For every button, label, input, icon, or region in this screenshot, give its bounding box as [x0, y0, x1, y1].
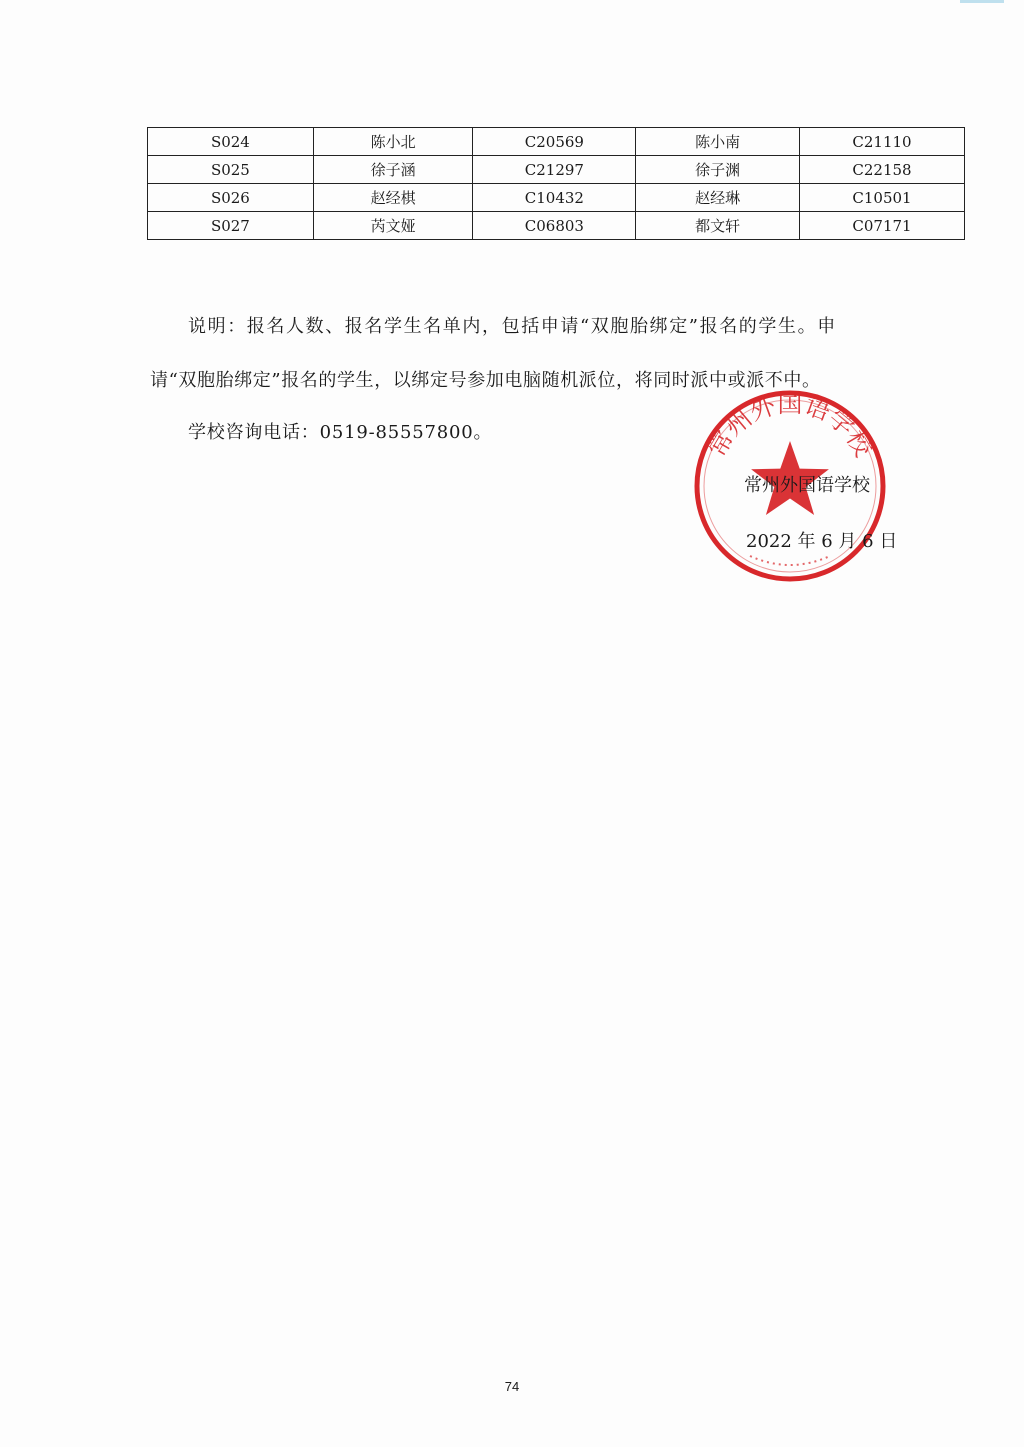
contact-phone: 学校咨询电话：0519-85557800。 — [188, 422, 493, 443]
twin-name-cell: 徐子渊 — [636, 156, 800, 184]
student-name-cell: 陈小北 — [313, 128, 473, 156]
table-row — [148, 128, 965, 156]
student-id-cell: C06803 — [473, 212, 636, 240]
twin-id-cell: C07171 — [799, 212, 964, 240]
table-row — [148, 156, 965, 184]
student-id-cell: C21297 — [473, 156, 636, 184]
scan-edge-mark — [960, 0, 1004, 3]
student-id-cell: C20569 — [473, 128, 636, 156]
table-row — [148, 184, 965, 212]
student-name-cell: 芮文娅 — [313, 212, 473, 240]
seal-bottom-dots — [750, 556, 830, 565]
binding-number-cell: S026 — [148, 184, 314, 212]
binding-number-cell: S025 — [148, 156, 314, 184]
signature-school-name: 常州外国语学校 — [744, 475, 870, 496]
explanation-line-2: 请“双胞胎绑定”报名的学生，以绑定号参加电脑随机派位，将同时派中或派不中。 — [150, 370, 821, 391]
binding-number-cell: S027 — [148, 212, 314, 240]
binding-number-cell: S024 — [148, 128, 314, 156]
twin-name-cell: 都文轩 — [636, 212, 800, 240]
student-name-cell: 徐子涵 — [313, 156, 473, 184]
student-name-cell: 赵经棋 — [313, 184, 473, 212]
seal-text: 常州外国语学校 — [701, 389, 879, 462]
twin-name-cell: 赵经琳 — [636, 184, 800, 212]
table-row — [148, 212, 965, 240]
explanation-line-1: 说明：报名人数、报名学生名单内，包括申请“双胞胎绑定”报名的学生。申 — [188, 316, 837, 337]
student-id-cell: C10432 — [473, 184, 636, 212]
twin-name-cell: 陈小南 — [636, 128, 800, 156]
twin-binding-table — [147, 127, 965, 240]
signature-date: 2022 年 6 月 6 日 — [746, 531, 898, 552]
twin-id-cell: C22158 — [799, 156, 964, 184]
twin-id-cell: C10501 — [799, 184, 964, 212]
page-number: 74 — [504, 1379, 520, 1394]
twin-id-cell: C21110 — [799, 128, 964, 156]
